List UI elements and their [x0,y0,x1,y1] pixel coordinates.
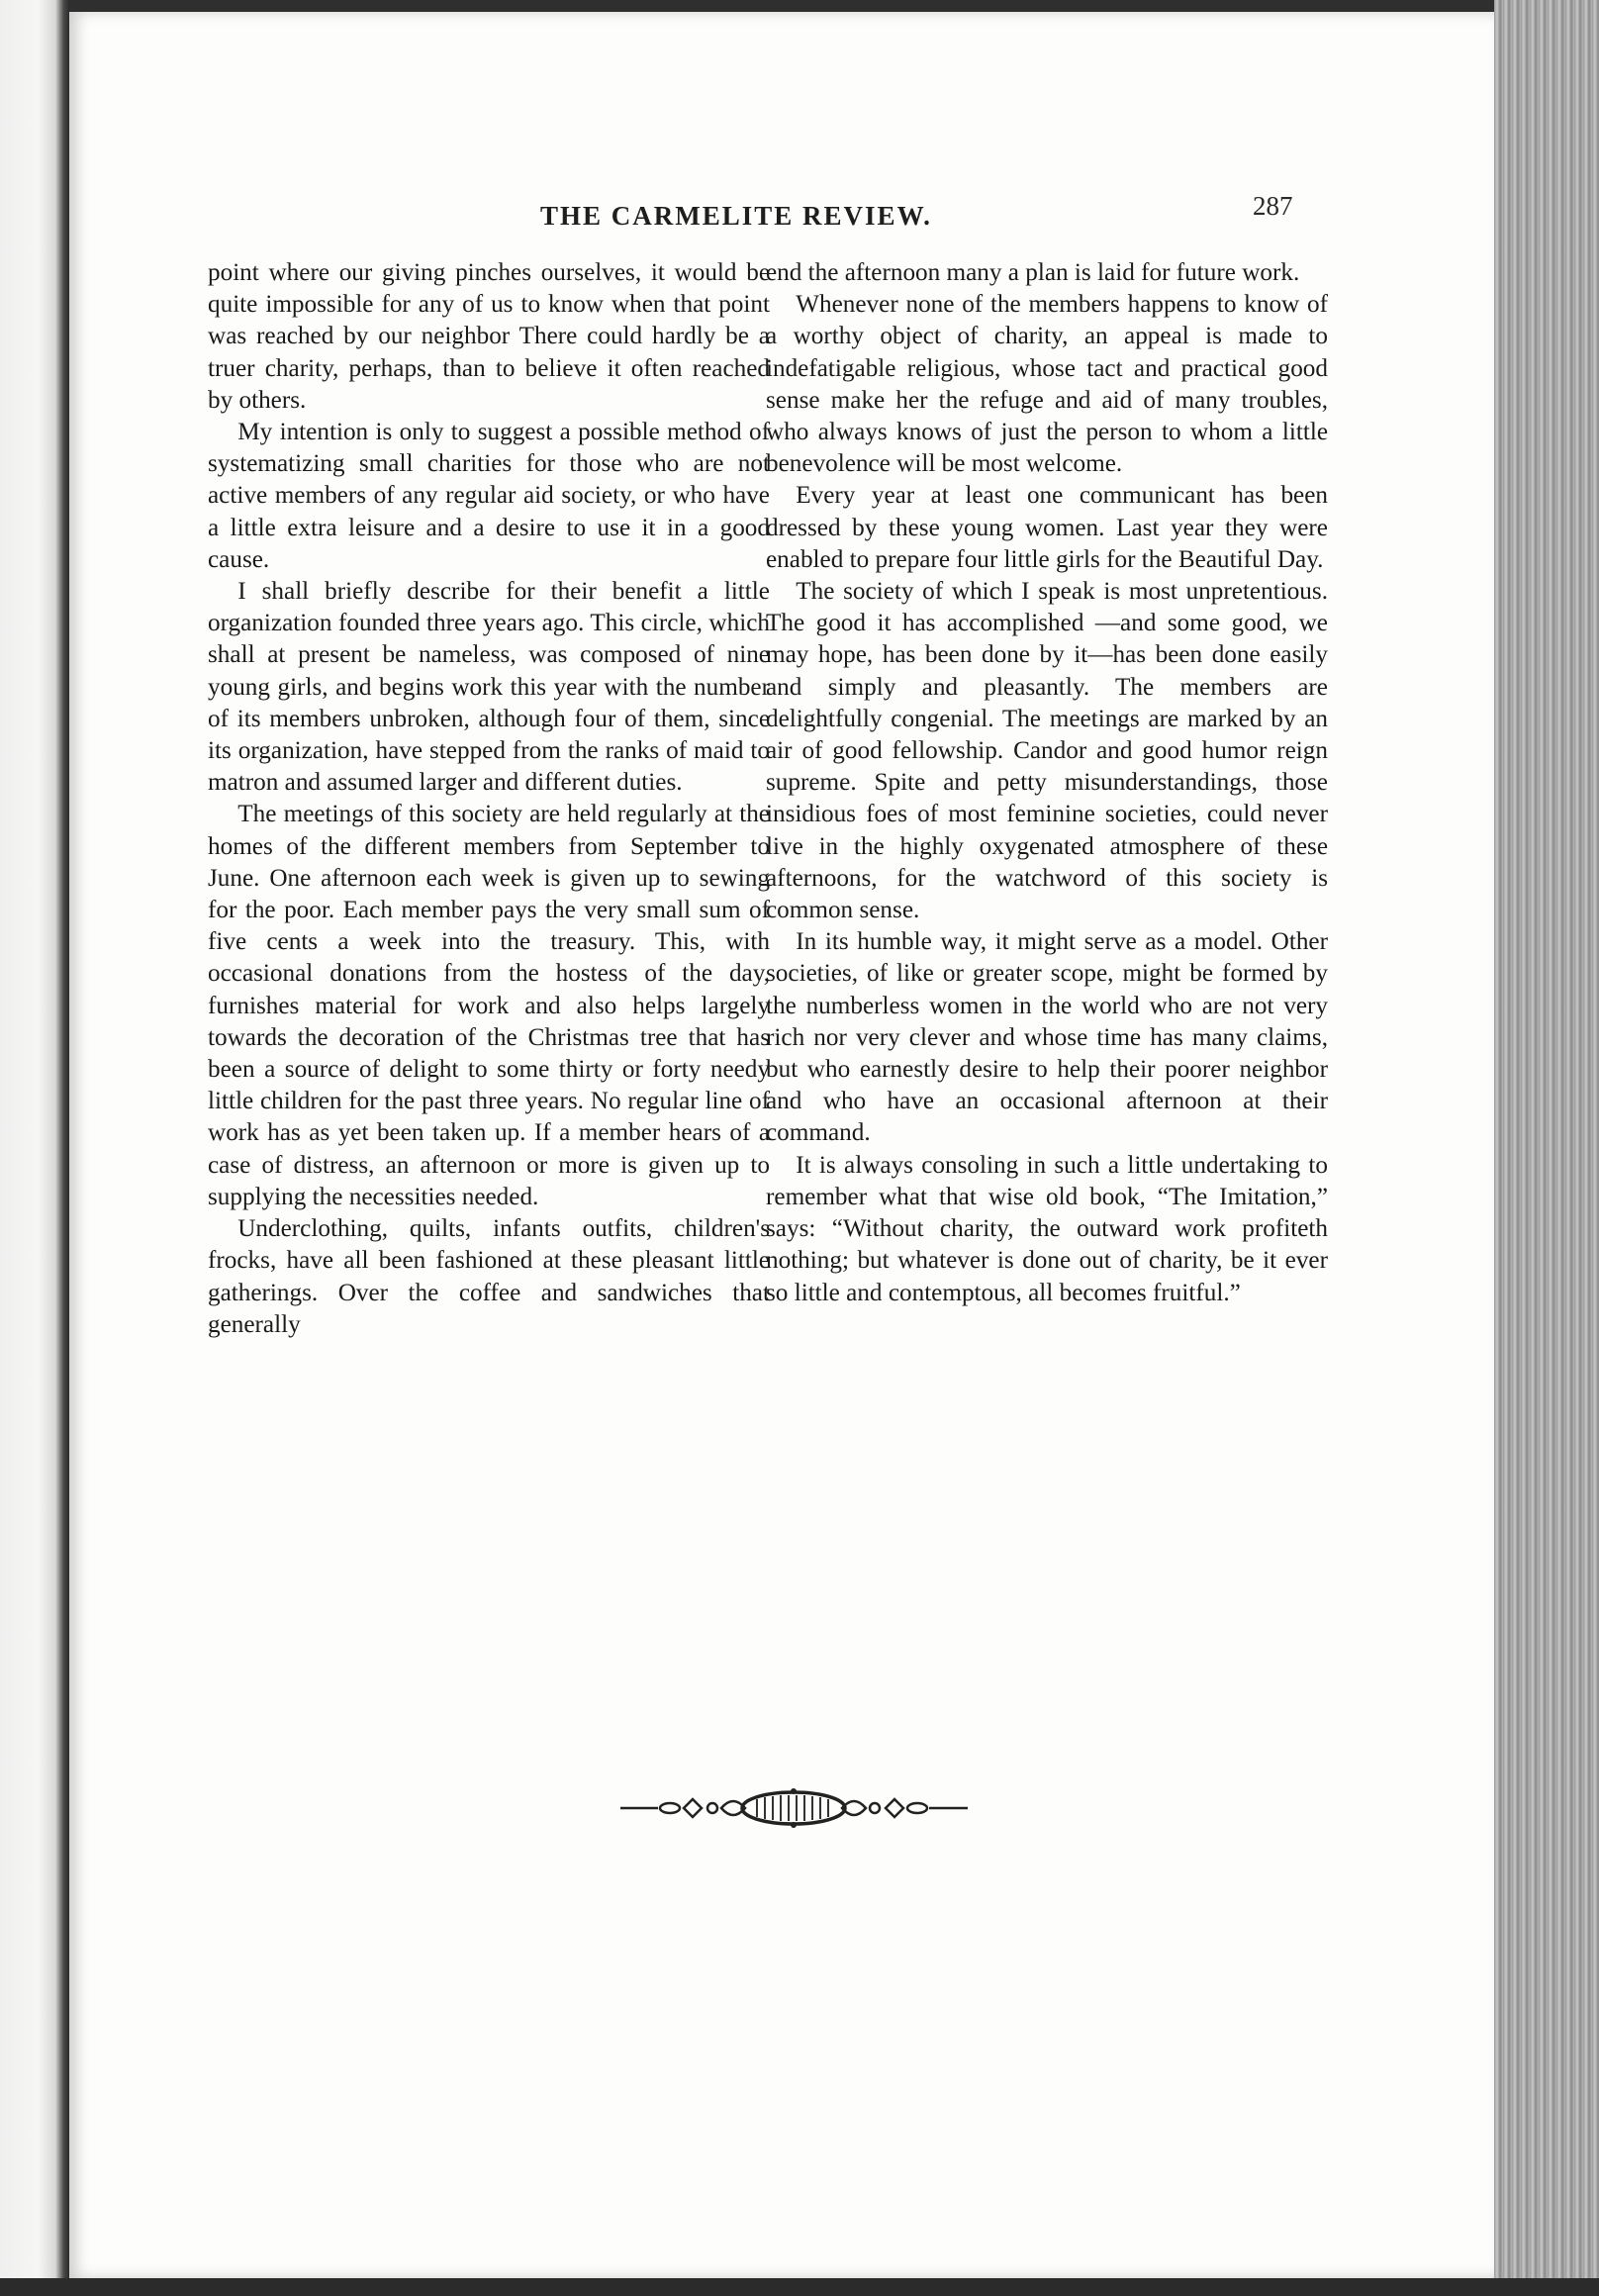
paragraph: end the afternoon many a plan is laid for future work. [766,259,1300,286]
paragraph: It is always consoling in such a little undertaking to remember what that wise old book, “The Imitation,” says: “Without charity, the outward work profiteth nothing; but whatever is done out of charity, be it ever so little and contemptous, all becomes fruitful.” [766,1151,1328,1306]
left-column [208,257,770,1341]
paragraph: Whenever none of the members happens to know of a worthy object of charity, an appeal is made to indefatigable religious, whose tact and practical good sense make her the refuge and aid of many troubles, who always knows of just the person to whom a little benevolence will be most welcome. [766,291,1328,478]
page-stack-edge [1494,0,1599,2296]
paragraph: My intention is only to suggest a possible method of systematizing small charities for those who are not active members of any regular aid society, or who have a little extra leisure and a desire to use it in a good cause. [208,419,770,573]
facing-page-edge [0,0,69,2296]
scan-top-border [0,0,1599,12]
paragraph: The society of which I speak is most unpretentious. The good it has accomplished —and some good, we may hope, has been done by it—has been done easily and simply and pleasantly. The members are delightfully congenial. The meetings are marked by an air of good fellowship. Candor and good humor reign supreme. Spite and petty misunderstandings, those insidious foes of most feminine societies, could never live in the highly oxygenated atmosphere of these afternoons, for the watchword of this society is common sense. [766,578,1328,924]
scan-bottom-border [0,2278,1599,2296]
paragraph: Every year at least one communicant has been dressed by these young women. Last year they were enabled to prepare four little girls for the Beautiful Day. [766,482,1328,573]
paragraph: I shall briefly describe for their benefit a little organization founded three years ago. This circle, which shall at present be nameless, was composed of nine young girls, and begins work this year with the number of its members unbroken, although four of them, since its organization, have stepped from the ranks of maid to matron and assumed larger and different duties. [208,578,770,797]
paragraph: In its humble way, it might serve as a model. Other societies, of like or greater scope, might be formed by the numberless women in the world who are not very rich nor very clever and whose time has many claims, but who earnestly desire to help their poorer neighbor and who have an occasional afternoon at their command. [766,928,1328,1147]
right-column [766,257,1328,1309]
tailpiece-ornament-icon [618,1788,970,1828]
running-header: THE CARMELITE REVIEW. [540,201,932,231]
page-number: 287 [1253,191,1293,221]
paragraph: Underclothing, quilts, infants outfits, children's frocks, have all been fashioned at these pleasant little gatherings. Over the coffee and sandwiches that generally [208,1215,770,1338]
paragraph: point where our giving pinches ourselves, it would be quite impossible for any of us to know when that point was reached by our neighbor There could hardly be a truer charity, perhaps, than to believe it often reached by others. [208,259,770,414]
paragraph: The meetings of this society are held regularly at the homes of the different members from September to June. One afternoon each week is given up to sewing for the poor. Each member pays the very small sum of five cents a week into the treasury. This, with occasional donations from the hostess of the day, furnishes material for work and also helps largely towards the decoration of the Christmas tree that has been a source of delight to some thirty or forty needy little children for the past three years. No regular line of work has as yet been taken up. If a member hears of a case of distress, an afternoon or more is given up to supplying the necessities needed. [208,801,770,1210]
